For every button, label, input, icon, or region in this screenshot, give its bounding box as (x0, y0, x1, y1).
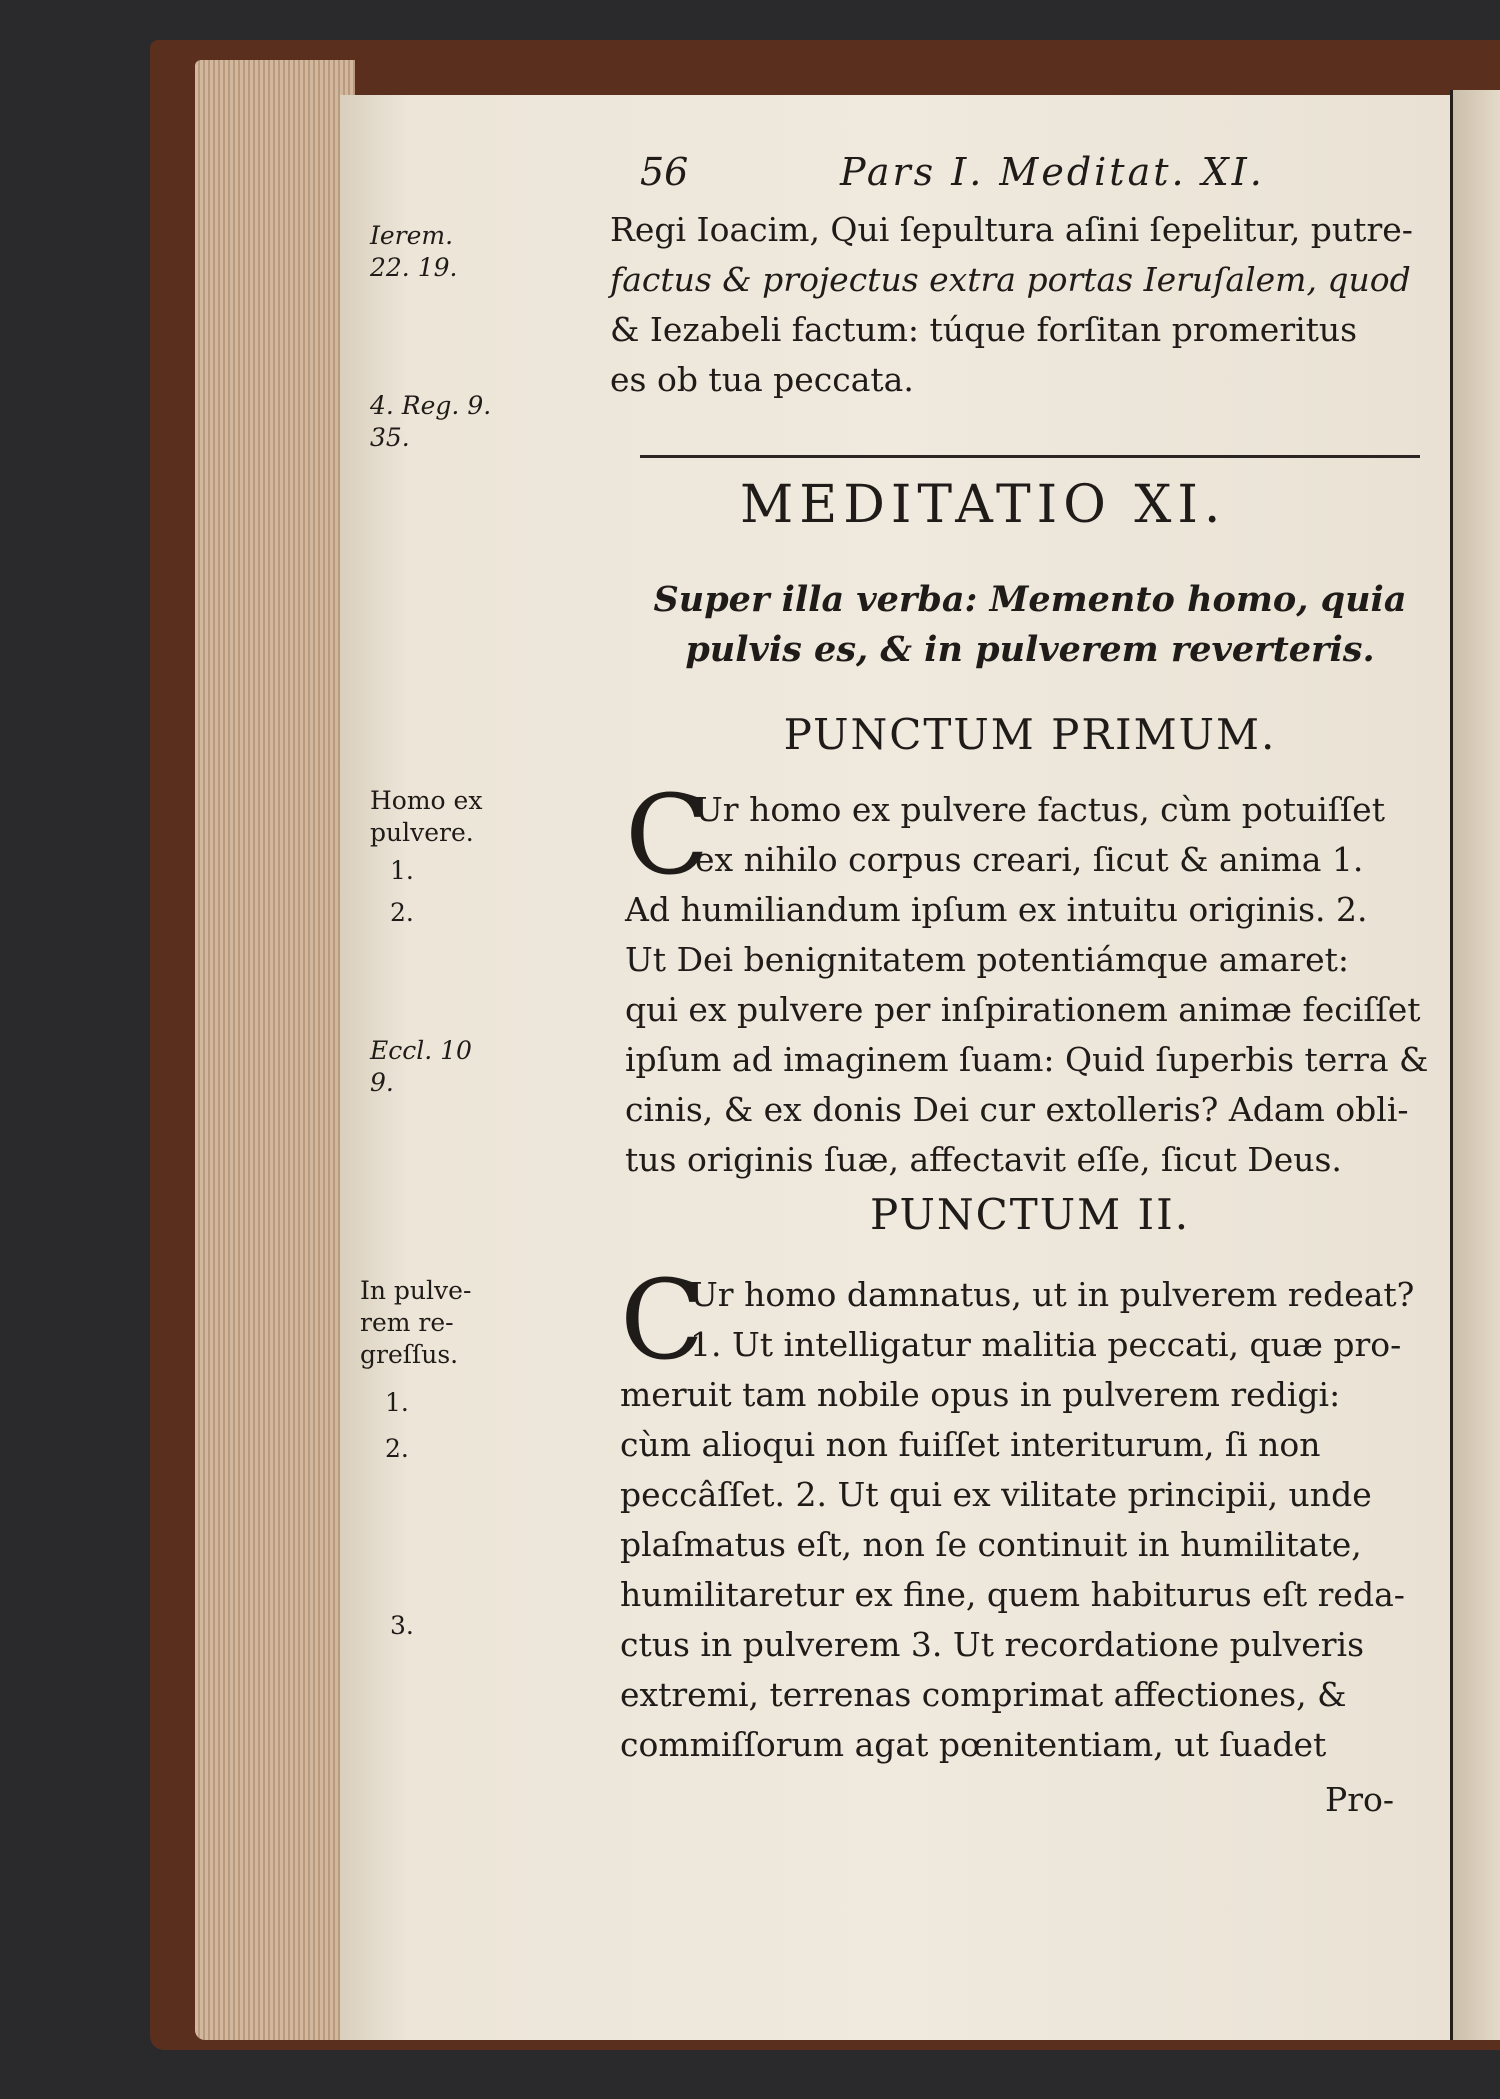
margin-note-line: 4. Reg. 9. (370, 391, 492, 420)
margin-note-line: 9. (370, 1068, 394, 1097)
margin-note-jerem (370, 220, 457, 284)
margin-note-number-c: 3. (390, 1611, 414, 1640)
margin-note-reg (370, 390, 491, 454)
text-line: ipſum ad imaginem ſuam: Quid ſuperbis terra & (625, 1040, 1429, 1079)
text-line: cinis, & ex donis Dei cur extolleris? Adam obli- (625, 1090, 1409, 1129)
text-line: 1. Ut intelligatur malitia peccati, quæ pro- (690, 1325, 1402, 1364)
punctum-secundum-body (620, 1370, 1405, 1770)
margin-note-line: Homo ex (370, 786, 483, 815)
margin-note-in-pulverem (360, 1275, 471, 1371)
margin-note-homo-ex (370, 785, 482, 849)
text-line: Ut Dei benignitatem potentiámque amaret: (625, 940, 1350, 979)
text-line: es ob tua peccata. (610, 360, 914, 399)
punctum-primum-heading: PUNCTUM PRIMUM. (783, 710, 1277, 759)
margin-note-line: pulvere. (370, 818, 474, 847)
text-line: cùm alioqui non fuiſſet interiturum, ſi non (620, 1425, 1321, 1464)
margin-note-numbers-b (385, 1380, 409, 1472)
subtitle-line: pulvis es, & in pulverem reverteris. (685, 629, 1375, 670)
dropcap: C (620, 1256, 705, 1384)
dropcap: C (625, 771, 710, 899)
page-edges (195, 60, 355, 2040)
text-line: extremi, terrenas comprimat affectiones, & (620, 1675, 1347, 1714)
text-line: & Iezabeli factum: túque forſitan promeritus (610, 310, 1358, 349)
catchword: Pro- (1325, 1780, 1394, 1819)
punctum-primum-first-lines (695, 785, 1385, 885)
subtitle-line: Super illa verba: Memento homo, quia (653, 579, 1407, 620)
text-line: factus & projectus extra portas Ieruſalem, quod (610, 260, 1411, 299)
text-line: Ad humiliandum ipſum ex intuitu originis. 2. (625, 890, 1368, 929)
margin-note-eccl (370, 1035, 472, 1099)
margin-note-line: 1. (390, 856, 414, 885)
punctum-primum-body (625, 885, 1428, 1185)
facing-page-edge (1450, 90, 1500, 2040)
margin-note-line: 2. (390, 898, 414, 927)
punctum-secundum-first-lines (690, 1270, 1414, 1370)
text-line: Regi Ioacim, Qui ſepultura aſini ſepelitur, putre- (610, 210, 1413, 249)
text-line: peccâſſet. 2. Ut qui ex vilitate principii, unde (620, 1475, 1372, 1514)
margin-note-line: 1. (385, 1388, 409, 1417)
margin-note-line: 35. (370, 423, 410, 452)
text-line: ctus in pulverem 3. Ut recordatione pulveris (620, 1625, 1364, 1664)
section-rule (640, 455, 1420, 458)
margin-note-line: Ierem. (370, 221, 454, 250)
book-page (340, 95, 1450, 2040)
text-line: meruit tam nobile opus in pulverem redigi: (620, 1375, 1341, 1414)
text-line: humilitaretur ex fine, quem habiturus eſt reda- (620, 1575, 1405, 1614)
text-line: commiſſorum agat pœnitentiam, ut ſuadet (620, 1725, 1327, 1764)
text-line: Ur homo ex pulvere factus, cùm potuiſſet (695, 790, 1385, 829)
margin-note-line: 22. 19. (370, 253, 458, 282)
meditation-title: MEDITATIO XI. (740, 475, 1227, 535)
running-title: Pars I. Meditat. XI. (840, 150, 1265, 194)
margin-note-numbers-a (390, 850, 414, 934)
text-line: ex nihilo corpus creari, ſicut & anima 1. (695, 840, 1364, 879)
text-line: qui ex pulvere per inſpirationem animæ feciſſet (625, 990, 1421, 1029)
margin-note-line: Eccl. 10 (370, 1036, 472, 1065)
intro-text (610, 205, 1413, 405)
text-line: tus originis ſuæ, affectavit eſſe, ſicut Deus. (625, 1140, 1342, 1179)
margin-note-line: 2. (385, 1434, 409, 1463)
margin-note-line: rem re- (360, 1308, 454, 1337)
meditation-subtitle (640, 575, 1420, 675)
punctum-secundum-heading: PUNCTUM II. (869, 1190, 1191, 1239)
margin-note-line: In pulve- (360, 1276, 472, 1305)
margin-note-line: greſſus. (360, 1340, 459, 1369)
page-number: 56 (640, 150, 689, 194)
text-line: Ur homo damnatus, ut in pulverem redeat? (690, 1275, 1415, 1314)
text-line: plaſmatus eſt, non ſe continuit in humilitate, (620, 1525, 1362, 1564)
